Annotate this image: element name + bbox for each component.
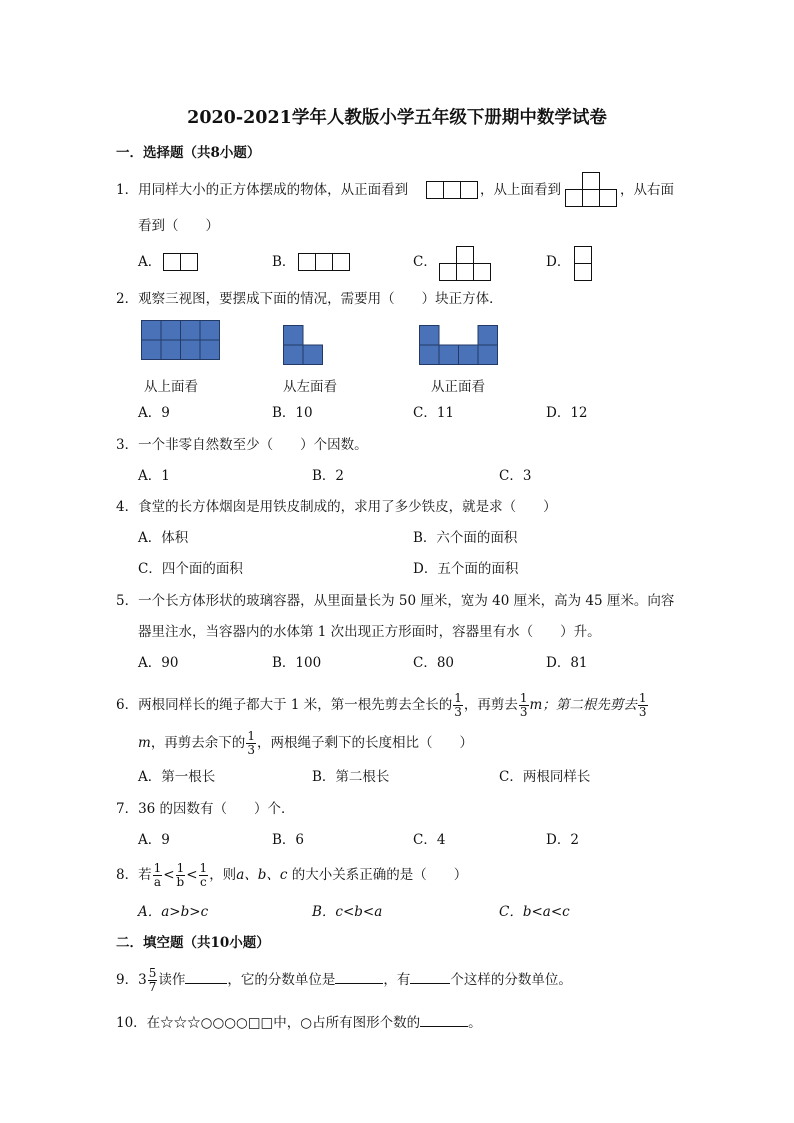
q5-option-c: C．80 xyxy=(413,655,455,671)
q8-option-b: B．c<b<a xyxy=(312,904,383,920)
q9-text-2: 读作 xyxy=(158,972,186,988)
q6-text-2: ，再剪去 xyxy=(463,697,518,713)
q1-text-b: ，从上面看到 xyxy=(480,182,561,198)
q2-front-cell-1 xyxy=(478,326,498,346)
q8-fraction-a: $\frac{1}{a}$ xyxy=(153,861,162,889)
q2-top-cell-2 xyxy=(181,321,201,341)
q3-option-b: B．2 xyxy=(312,468,345,484)
q9-text-1: 9．3 xyxy=(116,972,147,988)
q2-front-cell-5 xyxy=(478,345,498,365)
q1-text-a: 1．用同样大小的正方体摆成的物体，从正面看到 xyxy=(116,182,409,198)
q9-line xyxy=(116,963,572,997)
q5-line2: 器里注水，当容器内的水体第 1 次出现正方形面时，容器里有水（ ）升。 xyxy=(138,624,601,640)
q2-left-cell-0 xyxy=(284,326,304,346)
q2-option-c: C．11 xyxy=(413,405,455,421)
q9-fraction: $\frac{5}{7}$ xyxy=(148,966,157,994)
q6-text-1: 6．两根同样长的绳子都大于 1 米，第一根先剪去全长的 xyxy=(116,697,453,713)
q2-caption-front: 从正面看 xyxy=(431,379,485,395)
q9-text-3: ，它的分数单位是 xyxy=(227,972,336,988)
q7-option-d: D．2 xyxy=(546,832,579,848)
q6-fraction-1: $\frac{1}{3}$ xyxy=(454,691,462,719)
q8-text-3: 的大小关系正确的是（ ） xyxy=(287,867,468,883)
q8-less-than-1: < xyxy=(163,867,175,883)
q2-top-view-figure xyxy=(141,320,221,361)
q6-line2 xyxy=(138,726,473,760)
q1-option-a-label: A． xyxy=(138,254,162,270)
q8-line xyxy=(116,858,467,892)
q8-fraction-c: $\frac{1}{c}$ xyxy=(199,861,208,889)
q6-fraction-2: $\frac{1}{3}$ xyxy=(519,691,528,719)
q2-option-d: D．12 xyxy=(546,405,588,421)
q7-option-b: B．6 xyxy=(272,832,305,848)
q1-option-d-label: D． xyxy=(546,254,571,270)
q4-option-b: B．六个面的面积 xyxy=(413,530,518,546)
page-title: 2020-2021学年人教版小学五年级下册期中数学试卷 xyxy=(187,108,607,128)
q10-blank[interactable] xyxy=(420,1014,468,1027)
q2-top-cell-6 xyxy=(181,340,201,360)
section-choice: 一．选择题（共8小题） xyxy=(116,145,261,161)
q2-stem: 2．观察三视图，要摆成下面的情况，需要用（ ）块正方体． xyxy=(116,291,503,307)
q2-left-cell-2 xyxy=(303,345,323,365)
q6-fraction-4: $\frac{1}{3}$ xyxy=(247,729,255,757)
q2-top-cell-4 xyxy=(142,340,162,360)
q8-option-c: C．b<a<c xyxy=(499,904,570,920)
q2-left-cell-1 xyxy=(284,345,304,365)
q6-fraction-3: $\frac{1}{3}$ xyxy=(638,691,647,719)
q9-text-5: 个这样的分数单位。 xyxy=(450,972,572,988)
q4-option-a: A．体积 xyxy=(138,530,189,546)
q2-top-cell-7 xyxy=(200,340,220,360)
q9-text-4: ，有 xyxy=(383,972,411,988)
section-fill-in: 二．填空题（共10小题） xyxy=(116,935,270,951)
q1-option-b-figure xyxy=(298,253,351,272)
q1-option-a-figure xyxy=(163,253,199,272)
q2-caption-top: 从上面看 xyxy=(144,379,198,395)
q6-option-a: A．第一根长 xyxy=(138,769,216,785)
q1-text-d: 看到（ ） xyxy=(138,218,219,234)
q8-text-1: 8．若 xyxy=(116,867,152,883)
q3-option-a: A．1 xyxy=(138,468,170,484)
q8-vars: a、b、c xyxy=(236,867,288,883)
q10-text-2: 。 xyxy=(468,1015,482,1031)
q6-text-3: m；第二根先剪去 xyxy=(529,697,637,713)
q2-option-b: B．10 xyxy=(272,405,313,421)
q9-blank-3[interactable] xyxy=(410,971,450,984)
q3-stem: 3．一个非零自然数至少（ ）个因数。 xyxy=(116,437,368,453)
q7-option-c: C．4 xyxy=(413,832,446,848)
q1-option-d-figure xyxy=(574,246,593,282)
q5-option-a: A．90 xyxy=(138,655,179,671)
q2-front-cell-2 xyxy=(420,345,440,365)
q2-top-cell-1 xyxy=(161,321,181,341)
q2-front-cell-3 xyxy=(439,345,459,365)
q10-line xyxy=(116,1014,482,1031)
q4-option-d: D．五个面的面积 xyxy=(413,561,519,577)
q2-top-cell-0 xyxy=(142,321,162,341)
q7-option-a: A．9 xyxy=(138,832,170,848)
q6-option-b: B．第二根长 xyxy=(312,769,390,785)
q6-text-4: m xyxy=(138,735,151,751)
q6-text-6: ，两根绳子剩下的长度相比（ ） xyxy=(256,735,473,751)
q1-top-view-figure xyxy=(565,172,617,208)
q6-line1 xyxy=(116,688,649,722)
q2-front-cell-4 xyxy=(459,345,479,365)
q5-line1: 5．一个长方体形状的玻璃容器，从里面量长为 50 厘米，宽为 40 厘米，高为 45 厘米。向容 xyxy=(116,593,675,609)
q2-top-cell-3 xyxy=(200,321,220,341)
q6-text-5: ，再剪去余下的 xyxy=(150,735,246,751)
q7-stem: 7．36 的因数有（ ）个． xyxy=(116,801,295,817)
q8-text-2: ，则 xyxy=(209,867,237,883)
q2-top-cell-5 xyxy=(161,340,181,360)
q4-option-c: C．四个面的面积 xyxy=(138,561,243,577)
q8-less-than-2: < xyxy=(186,867,198,883)
q1-option-b-label: B． xyxy=(272,254,296,270)
q6-option-c: C．两根同样长 xyxy=(499,769,591,785)
q10-text-1: 10．在☆☆☆○○○○□□中，○占所有图形个数的 xyxy=(116,1015,421,1031)
q1-option-c-label: C． xyxy=(413,254,437,270)
q2-left-view-figure xyxy=(283,325,325,365)
q9-blank-1[interactable] xyxy=(185,971,227,984)
q5-option-d: D．81 xyxy=(546,655,588,671)
q1-front-view-figure xyxy=(426,181,478,200)
q2-front-cell-0 xyxy=(420,326,440,346)
q2-option-a: A．9 xyxy=(138,405,170,421)
q1-option-c-figure xyxy=(439,246,492,282)
q8-option-a: A．a>b>c xyxy=(138,904,209,920)
q9-blank-2[interactable] xyxy=(335,971,383,984)
q2-front-view-figure xyxy=(419,325,499,365)
q5-option-b: B．100 xyxy=(272,655,322,671)
q8-fraction-b: $\frac{1}{b}$ xyxy=(176,861,185,889)
q2-caption-left: 从左面看 xyxy=(283,379,337,395)
q3-option-c: C．3 xyxy=(499,468,532,484)
q4-stem: 4．食堂的长方体烟囱是用铁皮制成的，求用了多少铁皮，就是求（ ） xyxy=(116,499,557,515)
q1-text-c: ，从右面 xyxy=(620,182,674,198)
